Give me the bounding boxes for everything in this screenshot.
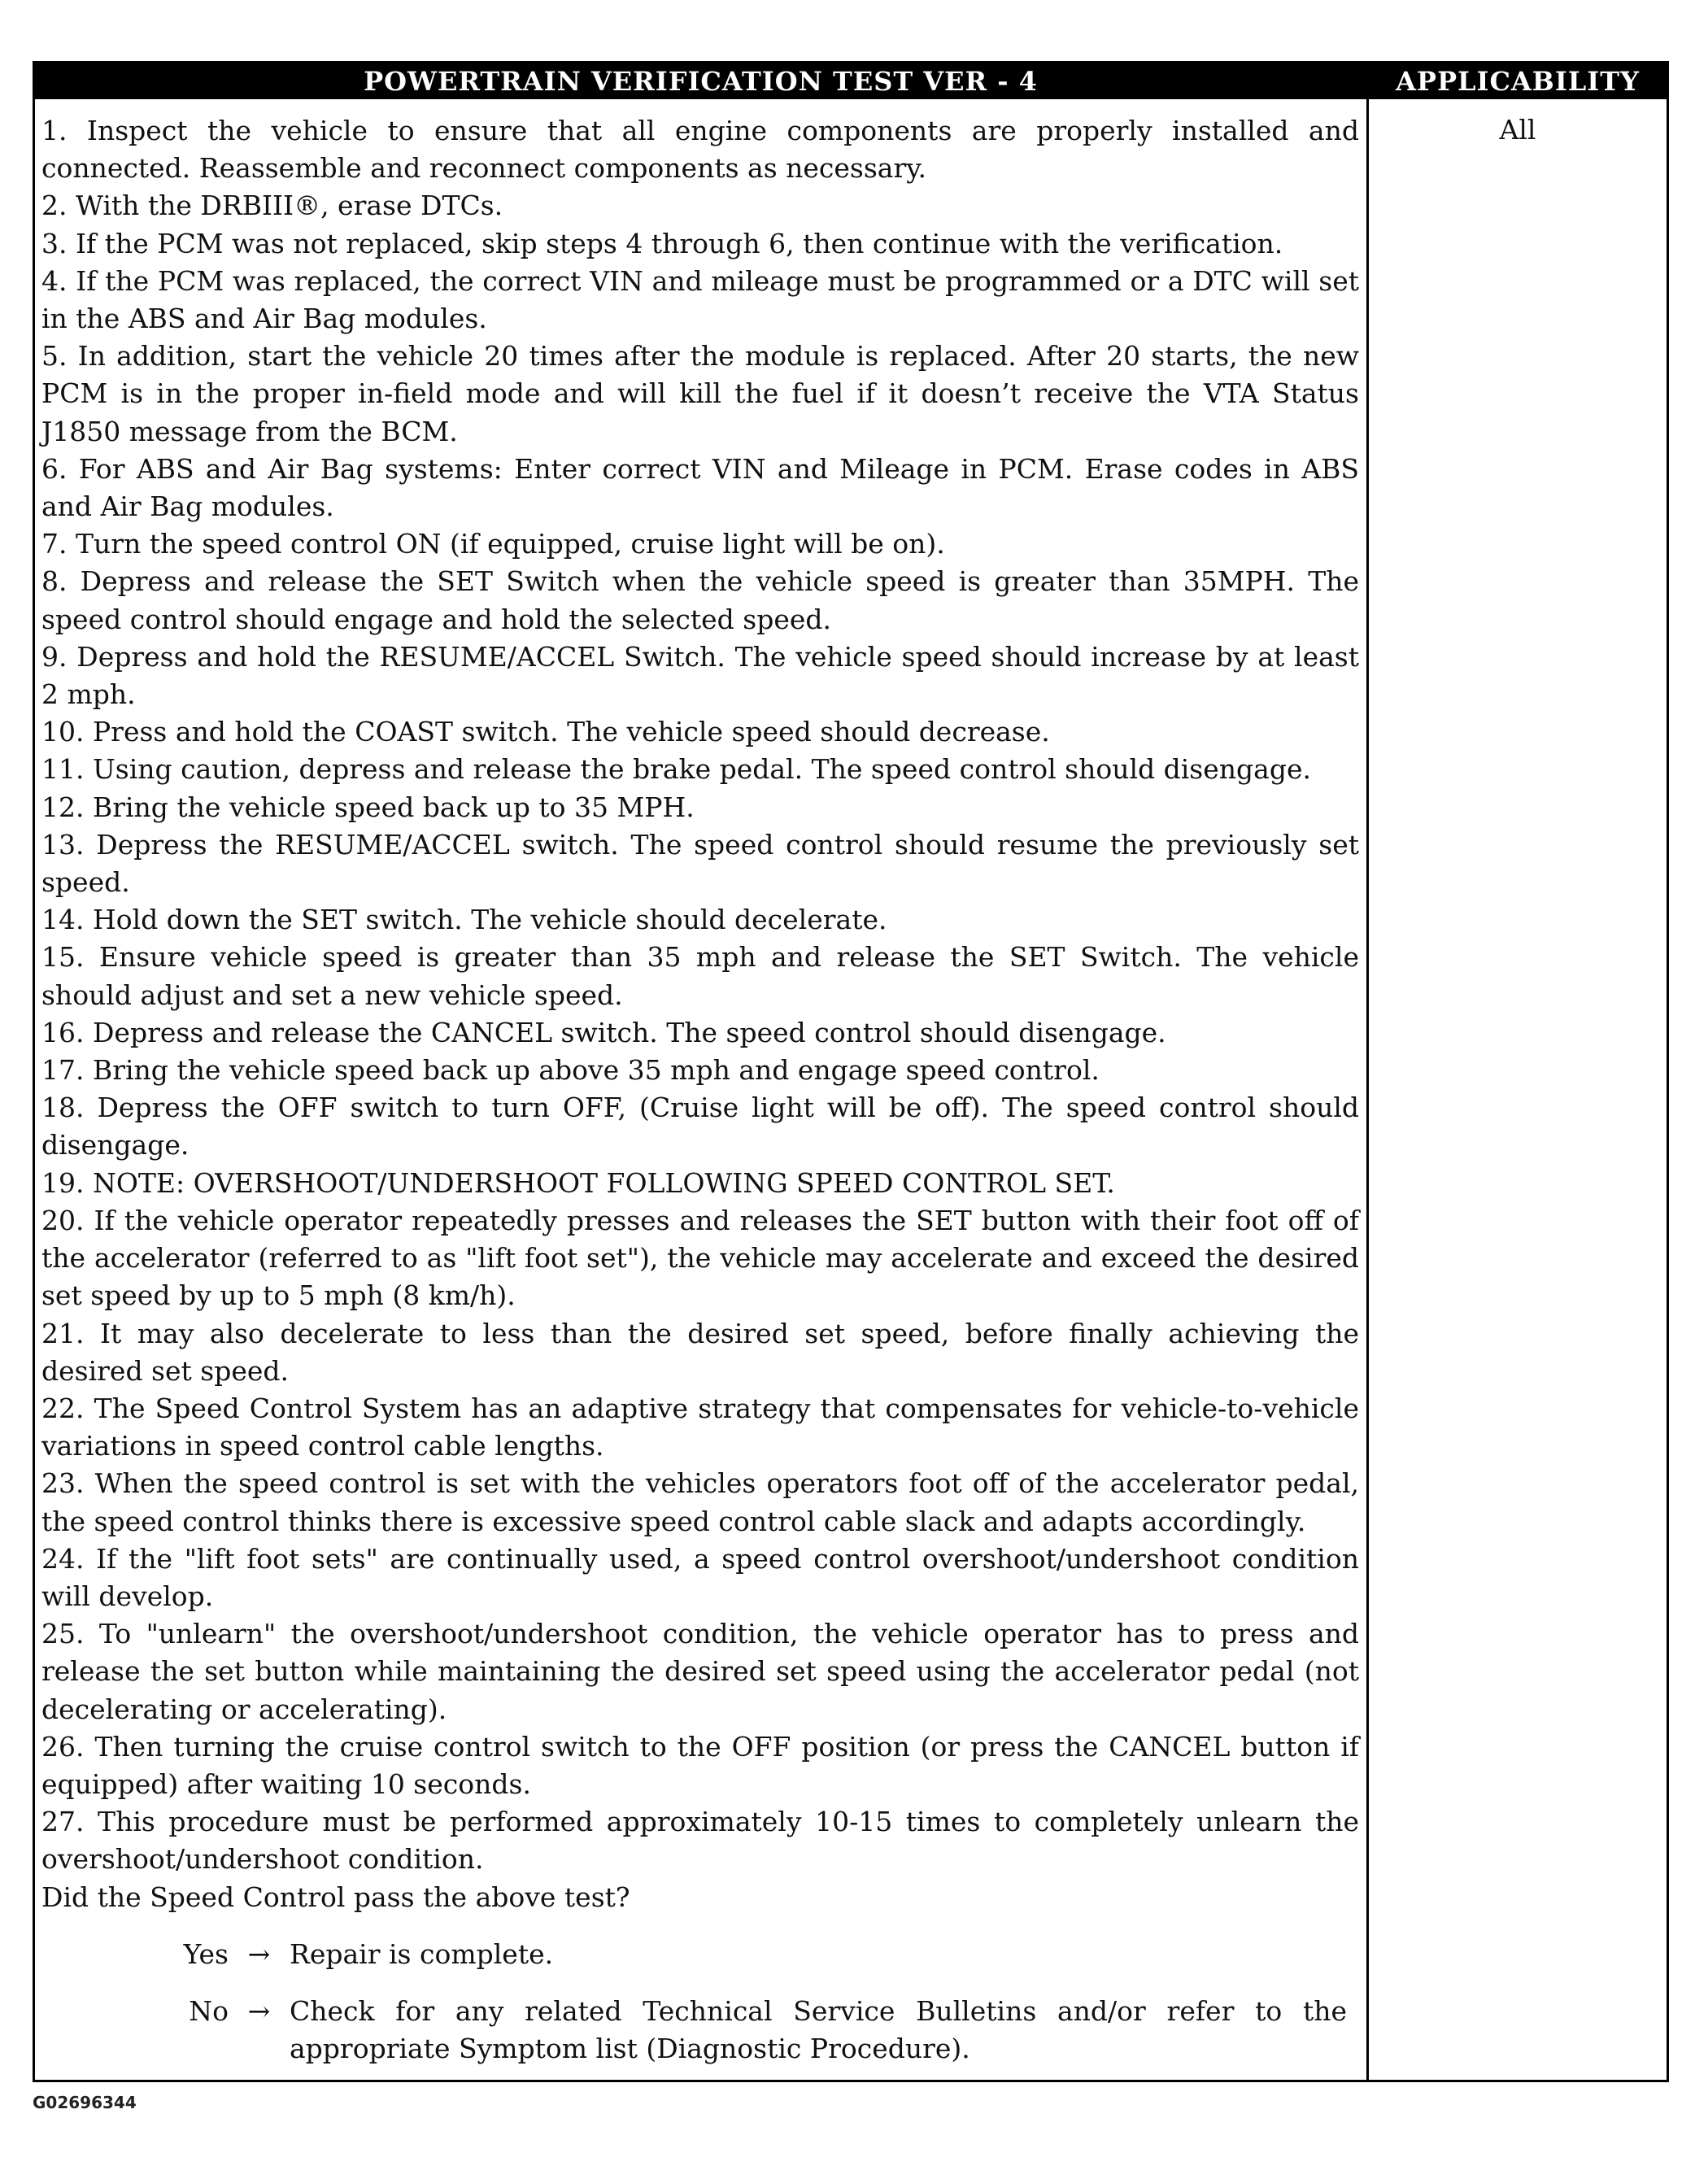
step-8: 8. Depress and release the SET Switch when the vehicle speed is greater than 35MPH. The speed control should engage and hold the selected speed. [41, 565, 1359, 635]
step-19: 19. NOTE: OVERSHOOT/UNDERSHOOT FOLLOWING SPEED CONTROL SET. [41, 1166, 1115, 1199]
step-23: 23. When the speed control is set with the vehicles operators foot off of the accelerator pedal, the speed control thinks there is excessive speed control cable slack and adapts accordingly. [41, 1467, 1359, 1537]
table-header-applicability: APPLICABILITY [1369, 63, 1667, 99]
answer-yes [41, 1936, 1359, 1973]
step-18: 18. Depress the OFF switch to turn OFF, (Cruise light will be off). The speed control should disengage. [41, 1092, 1359, 1161]
verification-test-table [33, 61, 1669, 2082]
step-13: 13. Depress the RESUME/ACCEL switch. The speed control should resume the previously set speed. [41, 828, 1359, 899]
step-3: 3. If the PCM was not replaced, skip steps 4 through 6, then continue with the verification. [41, 227, 1283, 259]
answer-list [41, 1936, 1359, 2068]
column-divider [1366, 63, 1369, 2080]
step-5: 5. In addition, start the vehicle 20 times after the module is replaced. After 20 starts, the new PCM is in the proper in-field mode and will kill the fuel if it doesn’t receive the VTA Status J1850 message from the BCM. [41, 340, 1359, 447]
step-15: 15. Ensure vehicle speed is greater than 35 mph and release the SET Switch. The vehicle should adjust and set a new vehicle speed. [41, 941, 1359, 1011]
answer-yes-text: Repair is complete. [290, 1937, 554, 1970]
right-arrow-icon: → [247, 1994, 271, 2027]
step-27: 27. This procedure must be performed approximately 10-15 times to completely unlearn the overshoot/undershoot condition. [41, 1806, 1359, 1876]
step-24: 24. If the "lift foot sets" are continually used, a speed control overshoot/undershoot condition will develop. [41, 1542, 1359, 1612]
step-16: 16. Depress and release the CANCEL switch. The speed control should disengage. [41, 1016, 1166, 1048]
step-11: 11. Using caution, depress and release the brake pedal. The speed control should disengage. [41, 753, 1311, 786]
answer-no-label: No [189, 1994, 229, 2027]
applicability-value: All [1499, 114, 1536, 146]
step-14: 14. Hold down the SET switch. The vehicle should decelerate. [41, 904, 887, 936]
figure-id: G02696344 [33, 2093, 137, 2112]
step-10: 10. Press and hold the COAST switch. The vehicle speed should decrease. [41, 716, 1050, 748]
procedure-steps [41, 112, 1359, 2087]
step-25: 25. To "unlearn" the overshoot/undershoot condition, the vehicle operator has to press and release the set button while maintaining the desired set speed using the accelerator pedal (not decelerating or accelerating). [41, 1618, 1359, 1725]
answer-no-text: Check for any related Technical Service Bulletins and/or refer to the appropriate Symptom list (Diagnostic Procedure). [290, 1994, 1347, 2065]
step-9: 9. Depress and hold the RESUME/ACCEL Switch. The vehicle speed should increase by at least 2 mph. [41, 640, 1359, 711]
step-22: 22. The Speed Control System has an adaptive strategy that compensates for vehicle-to-vehicle variations in speed control cable lengths. [41, 1392, 1359, 1462]
table-header-title: POWERTRAIN VERIFICATION TEST VER - 4 [35, 63, 1366, 99]
step-4: 4. If the PCM was replaced, the correct VIN and mileage must be programmed or a DTC will set in the ABS and Air Bag modules. [41, 264, 1359, 335]
test-question: Did the Speed Control pass the above test? [41, 1880, 630, 1913]
answer-yes-label: Yes [183, 1937, 229, 1970]
right-arrow-icon: → [247, 1937, 271, 1970]
step-6: 6. For ABS and Air Bag systems: Enter correct VIN and Mileage in PCM. Erase codes in ABS and Air Bag modules. [41, 452, 1359, 523]
step-20: 20. If the vehicle operator repeatedly presses and releases the SET button with their foot off of the accelerator (referred to as "lift foot set"), the vehicle may accelerate and exceed the desired set speed by up to 5 mph (8 km/h). [41, 1204, 1359, 1312]
step-12: 12. Bring the vehicle speed back up to 35 MPH. [41, 791, 695, 823]
step-1: 1. Inspect the vehicle to ensure that all engine components are properly installed and connected. Reassemble and reconnect components as necessary. [41, 115, 1359, 185]
step-21: 21. It may also decelerate to less than the desired set speed, before finally achieving the desired set speed. [41, 1317, 1359, 1387]
step-26: 26. Then turning the cruise control switch to the OFF position (or press the CANCEL button if equipped) after waiting 10 seconds. [41, 1730, 1359, 1800]
answer-no [41, 1993, 1359, 2068]
step-2: 2. With the DRBIII®, erase DTCs. [41, 190, 503, 222]
step-17: 17. Bring the vehicle speed back up above 35 mph and engage speed control. [41, 1054, 1100, 1087]
step-7: 7. Turn the speed control ON (if equipped, cruise light will be on). [41, 528, 945, 560]
